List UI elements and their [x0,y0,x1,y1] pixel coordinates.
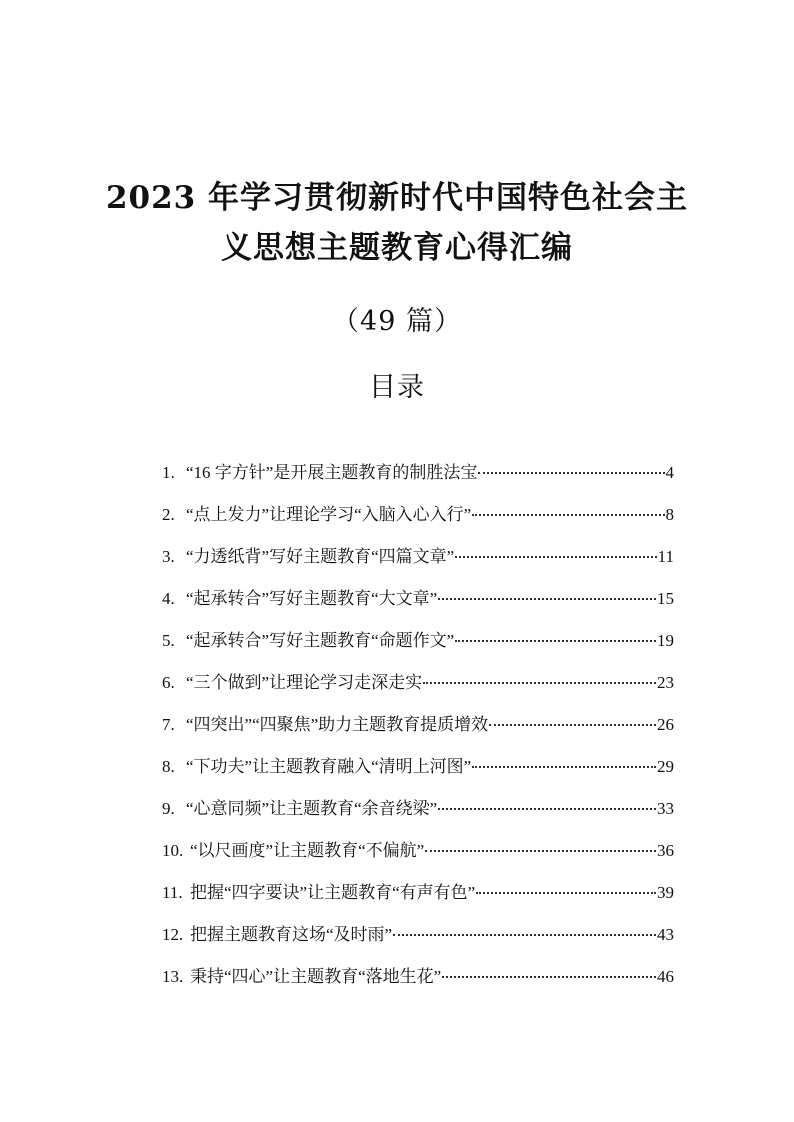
toc-entry[interactable] [162,962,674,1004]
toc-entry-title: “起承转合”写好主题教育“大文章” [186,589,438,608]
toc-entry-number: 10. [162,841,184,860]
toc-leader-dots [489,723,656,726]
toc-entry-number: 9. [162,799,175,818]
toc-entry[interactable] [162,584,674,626]
toc-leader-dots [442,975,656,978]
toc-entry-title: 把握主题教育这场“及时雨” [190,925,393,944]
toc-entry-page: 8 [665,505,674,524]
toc-entry-number: 8. [162,757,175,776]
toc-entry-number: 1. [162,463,175,482]
document-title-line-2: 义思想主题教育心得汇编 [221,230,573,266]
toc-entry-number: 4. [162,589,175,608]
document-title-line-1: 2023 年学习贯彻新时代中国特色社会主 [105,180,689,216]
toc-entry-number: 13. [162,967,184,986]
toc-leader-dots [455,639,656,642]
toc-entry-page: 11 [657,547,674,566]
toc-entry[interactable] [162,794,674,836]
toc-leader-dots [476,891,656,894]
toc-entry[interactable] [162,836,674,878]
toc-leader-dots [478,471,664,474]
toc-leader-dots [472,513,664,516]
toc-entry-page: 39 [657,883,674,902]
toc-entry[interactable] [162,668,674,710]
toc-leader-dots [393,933,656,936]
toc-entry[interactable] [162,710,674,752]
toc-leader-dots [438,597,656,600]
toc-entry-title: 把握“四字要诀”让主题教育“有声有色” [190,883,476,902]
toc-entry-number: 5. [162,631,175,650]
toc-entry-page: 43 [657,925,674,944]
toc-entry-title: “16 字方针”是开展主题教育的制胜法宝 [186,463,478,482]
toc-entry[interactable] [162,878,674,920]
toc-entry-number: 7. [162,715,175,734]
toc-entry-page: 4 [665,463,674,482]
toc-entry-title: “心意同频”让主题教育“余音绕梁” [186,799,438,818]
toc-entry-page: 29 [657,757,674,776]
toc-entry-number: 6. [162,673,175,692]
toc-entry-title: “力透纸背”写好主题教育“四篇文章” [186,547,455,566]
toc-entry-title: “三个做到”让理论学习走深走实 [186,673,423,692]
toc-entry-title: 秉持“四心”让主题教育“落地生花” [190,967,442,986]
toc-leader-dots [455,555,656,558]
toc-entry-title: “四突出”“四聚焦”助力主题教育提质增效 [186,715,489,734]
toc-entry[interactable] [162,542,674,584]
toc-entry-title: “以尺画度”让主题教育“不偏航” [190,841,425,860]
toc-entry[interactable] [162,920,674,962]
table-of-contents [162,458,674,1004]
toc-entry[interactable] [162,458,674,500]
toc-entry-page: 23 [657,673,674,692]
toc-entry-number: 2. [162,505,175,524]
toc-entry-page: 26 [657,715,674,734]
toc-entry-number: 11. [162,883,183,902]
toc-entry-number: 3. [162,547,175,566]
toc-entry-page: 19 [657,631,674,650]
toc-heading: 目录 [369,372,425,403]
toc-entry[interactable] [162,626,674,668]
toc-entry-number: 12. [162,925,184,944]
toc-entry[interactable] [162,752,674,794]
toc-leader-dots [472,765,656,768]
toc-leader-dots [438,807,656,810]
toc-entry-page: 36 [657,841,674,860]
toc-entry-title: “下功夫”让主题教育融入“清明上河图” [186,757,472,776]
toc-entry-page: 15 [657,589,674,608]
toc-leader-dots [423,681,656,684]
article-count: （49 篇） [332,306,462,337]
toc-entry-title: “起承转合”写好主题教育“命题作文” [186,631,455,650]
toc-entry-page: 33 [657,799,674,818]
toc-entry-title: “点上发力”让理论学习“入脑入心入行” [186,505,472,524]
toc-entry-page: 46 [657,967,674,986]
toc-leader-dots [425,849,656,852]
toc-entry[interactable] [162,500,674,542]
